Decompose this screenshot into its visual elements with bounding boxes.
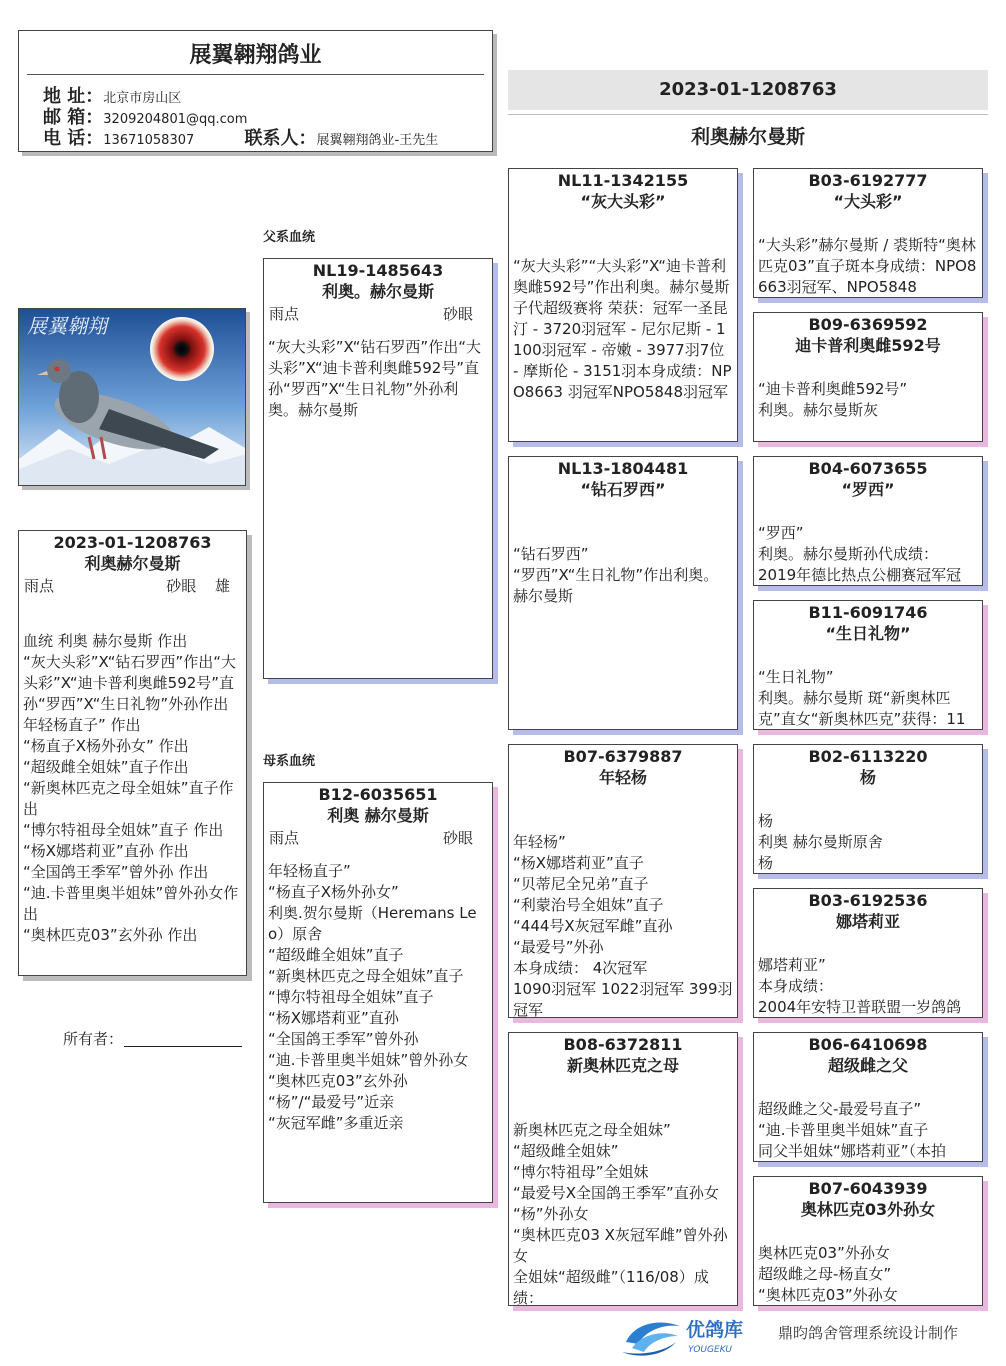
great-grandparent-card-7[interactable] — [753, 1032, 983, 1162]
subject-sex: 雄 — [214, 577, 230, 595]
subject-name: 利奥赫尔曼斯 — [84, 554, 181, 573]
address-value: 北京市房山区 — [103, 91, 182, 106]
great-grandparent-description: “大头彩”赫尔曼斯 / 裘斯特“奥林匹克03”直子斑本身成绩：NPO8663羽冠军、NPO5848 — [758, 236, 977, 296]
great-grandparent-card-3[interactable] — [753, 456, 983, 586]
dam-name: 利奥 赫尔曼斯 — [327, 806, 429, 825]
great-grandparent-card-8[interactable] — [753, 1176, 983, 1306]
great-grandparent-card-2[interactable] — [753, 312, 983, 442]
grandparent-name: “灰大头彩” — [580, 192, 666, 211]
great-grandparent-ring: B06-6410698 — [808, 1035, 928, 1054]
great-grandparent-ring: B07-6043939 — [808, 1179, 928, 1198]
phone-row — [43, 129, 438, 151]
subject-name-banner: 利奥赫尔曼斯 — [690, 126, 805, 148]
footer-logo — [620, 1312, 770, 1358]
great-grandparent-ring: B03-6192777 — [808, 171, 928, 190]
grandparent-description: “灰大头彩”“大头彩”X“迪卡普利奥雌592号”作出利奥。赫尔曼斯子代超级赛将 荣获：冠军一圣昆汀 - 3720羽冠军 - 尼尔尼斯 - 1100羽冠军 - 帝嫩 - 3977羽7位 - 摩斯伦 - 3151羽本身成绩：NPO8663 羽冠军NPO5848羽冠军 — [513, 257, 732, 401]
grandparent-description: “钻石罗西” “罗西”X“生日礼物”作出利奥。赫尔曼斯 — [513, 545, 719, 605]
grandparent-name: 年轻杨 — [598, 768, 647, 787]
header-box — [18, 30, 493, 152]
subject-eye: 砂眼 — [166, 577, 197, 595]
loft-title: 展翼翱翔鸽业 — [189, 43, 322, 68]
owner-signature-line[interactable] — [124, 1046, 242, 1047]
dam-features — [264, 826, 492, 849]
subject-features — [19, 574, 246, 597]
grandparent-ring: NL11-1342155 — [557, 171, 689, 190]
pigeon-photo — [18, 308, 246, 486]
grandparent-ring: B08-6372811 — [563, 1035, 683, 1054]
email-row — [43, 108, 247, 130]
sire-name: 利奥。赫尔曼斯 — [321, 282, 434, 301]
great-grandparent-ring: B09-6369592 — [808, 315, 928, 334]
address-row — [43, 87, 181, 109]
logo-cn-text: 优鸽库 — [686, 1319, 744, 1341]
address-label: 地 址： — [43, 86, 104, 107]
great-grandparent-name: “罗西” — [841, 480, 895, 499]
great-grandparent-description: “迪卡普利奥雌592号” 利奥。赫尔曼斯灰 — [758, 380, 908, 419]
banner-divider — [508, 114, 988, 115]
dam-eye: 砂眼 — [442, 829, 473, 847]
email-label: 邮 箱： — [43, 107, 104, 128]
phone-value: 13671058307 — [103, 133, 195, 148]
grandparent-card-3[interactable] — [508, 744, 738, 1018]
great-grandparent-name: 杨 — [859, 768, 876, 787]
great-grandparent-ring: B02-6113220 — [808, 747, 928, 766]
great-grandparent-ring: B03-6192536 — [808, 891, 928, 910]
footer-credit: 鼎昀鸽舍管理系统设计制作 — [778, 1324, 959, 1342]
grandparent-name: 新奥林匹克之母 — [566, 1056, 679, 1075]
grandparent-name: “钻石罗西” — [580, 480, 666, 499]
great-grandparent-name: 娜塔莉亚 — [835, 912, 900, 931]
sire-color: 雨点 — [269, 305, 300, 323]
owner-label: 所有者： — [63, 1030, 124, 1048]
sire-card[interactable] — [263, 258, 493, 679]
contact-label: 联系人： — [244, 128, 317, 149]
great-grandparent-description: 奥林匹克03”外孙女 超级雌之母-杨直女” “奥林匹克03”外孙女 — [758, 1244, 898, 1304]
dam-color: 雨点 — [269, 829, 300, 847]
bird-logo-icon — [620, 1312, 770, 1358]
grandparent-ring: B07-6379887 — [563, 747, 683, 766]
great-grandparent-card-4[interactable] — [753, 600, 983, 730]
subject-ring: 2023-01-1208763 — [53, 533, 212, 552]
great-grandparent-description: “生日礼物” 利奥。赫尔曼斯 斑“新奥林匹克”直女“新奥林匹克”获得：11 — [758, 668, 966, 728]
grandparent-description: 新奥林匹克之母全姐妹” “超级雌全姐妹” “博尔特祖母”全姐妹 “最爱号X全国鸽王季军”直孙女 “杨”外孙女 “奥林匹克03 X灰冠军雌”曾外孙女 全姐妹“超级雌”（116/08）成绩： — [513, 1121, 728, 1306]
dam-ring: B12-6035651 — [318, 785, 438, 804]
sire-description: “灰大头彩”X“钻石罗西”作出“大头彩”X“迪卡普利奥雌592号”直孙“罗西”X“生日礼物”外孙利奥。赫尔曼斯 — [268, 338, 481, 419]
grandparent-card-1[interactable] — [508, 168, 738, 442]
great-grandparent-ring: B04-6073655 — [808, 459, 928, 478]
sire-eye: 砂眼 — [442, 305, 473, 323]
dam-section-label: 母系血统 — [263, 754, 316, 769]
dam-card[interactable] — [263, 782, 493, 1203]
sire-ring: NL19-1485643 — [312, 261, 444, 280]
great-grandparent-card-6[interactable] — [753, 888, 983, 1018]
great-grandparent-description: 娜塔莉亚” 本身成绩： 2004年安特卫普联盟一岁鸽鸽 — [758, 956, 962, 1016]
header-divider — [27, 74, 484, 75]
great-grandparent-ring: B11-6091746 — [808, 603, 928, 622]
great-grandparent-description: “罗西” 利奥。赫尔曼斯孙代成绩： 2019年德比热点公棚赛冠军冠 — [758, 524, 962, 584]
email-value: 3209204801@qq.com — [103, 112, 248, 127]
great-grandparent-card-5[interactable] — [753, 744, 983, 874]
subject-ring-banner: 2023-01-1208763 — [508, 70, 988, 110]
subject-card[interactable] — [18, 530, 247, 976]
grandparent-card-4[interactable] — [508, 1032, 738, 1306]
great-grandparent-name: “生日礼物” — [825, 624, 911, 643]
phone-label: 电 话： — [43, 128, 104, 149]
great-grandparent-name: “大头彩” — [833, 192, 903, 211]
sire-features — [264, 302, 492, 325]
great-grandparent-name: 超级雌之父 — [827, 1056, 908, 1075]
grandparent-card-2[interactable] — [508, 456, 738, 730]
grandparent-ring: NL13-1804481 — [557, 459, 689, 478]
contact-value: 展翼翱翔鸽业-王先生 — [316, 133, 439, 148]
subject-description: 血统 利奥 赫尔曼斯 作出 “灰大头彩”X“钻石罗西”作出“大头彩”X“迪卡普利奥雌592号”直孙“罗西”X“生日礼物”外孙作出年轻杨直子” 作出 “杨直子X杨外孙女” 作出 “超级雌全姐妹”直子作出 “新奥林匹克之母全姐妹”直子作出 “博尔特祖母全姐妹”直子 作出 “杨X娜塔莉亚”直孙 作出 “全国鸽王季军”曾外孙 作出 “迪.卡普里奥半姐妹”曾外孙女作出 “奥林匹克03”玄外孙 作出 — [23, 632, 239, 944]
sire-section-label: 父系血统 — [263, 230, 316, 245]
great-grandparent-description: 杨 利奥 赫尔曼斯原舍 杨 — [758, 812, 883, 872]
great-grandparent-description: 超级雌之父-最爱号直子” “迪.卡普里奥半姐妹”直子 同父半姐妹“娜塔莉亚”（本拍 — [758, 1100, 947, 1160]
great-grandparent-card-1[interactable] — [753, 168, 983, 298]
subject-color: 雨点 — [24, 577, 55, 595]
dam-description: 年轻杨直子” “杨直子X杨外孙女” 利奥.贺尔曼斯（Heremans Leo）原舍 “超级雌全姐妹”直子 “新奥林匹克之母全姐妹”直子 “博尔特祖母全姐妹”直子 “杨X娜塔莉亚”直孙 “全国鸽王季军”曾外孙 “迪.卡普里奥半姐妹”曾外孙女 “奥林匹克03”玄外孙 “杨”/“最爱号”近亲 “灰冠军雌”多重近亲 — [268, 862, 477, 1132]
great-grandparent-name: 奥林匹克03外孙女 — [800, 1200, 936, 1219]
logo-en-text: YOUGEKU — [688, 1345, 733, 1355]
pigeon-image — [19, 309, 246, 486]
great-grandparent-name: 迪卡普利奥雌592号 — [795, 336, 941, 355]
grandparent-description: 年轻杨” “杨X娜塔莉亚”直子 “贝蒂尼全兄弟”直子 “利蒙治号全姐妹”直子 “444号X灰冠军雌”直孙 “最爱号”外孙 本身成绩： 4次冠军 1090羽冠军 1022羽冠军 399羽冠军 — [513, 833, 733, 1018]
photo-logo-text: 展翼翱翔 — [27, 314, 107, 338]
